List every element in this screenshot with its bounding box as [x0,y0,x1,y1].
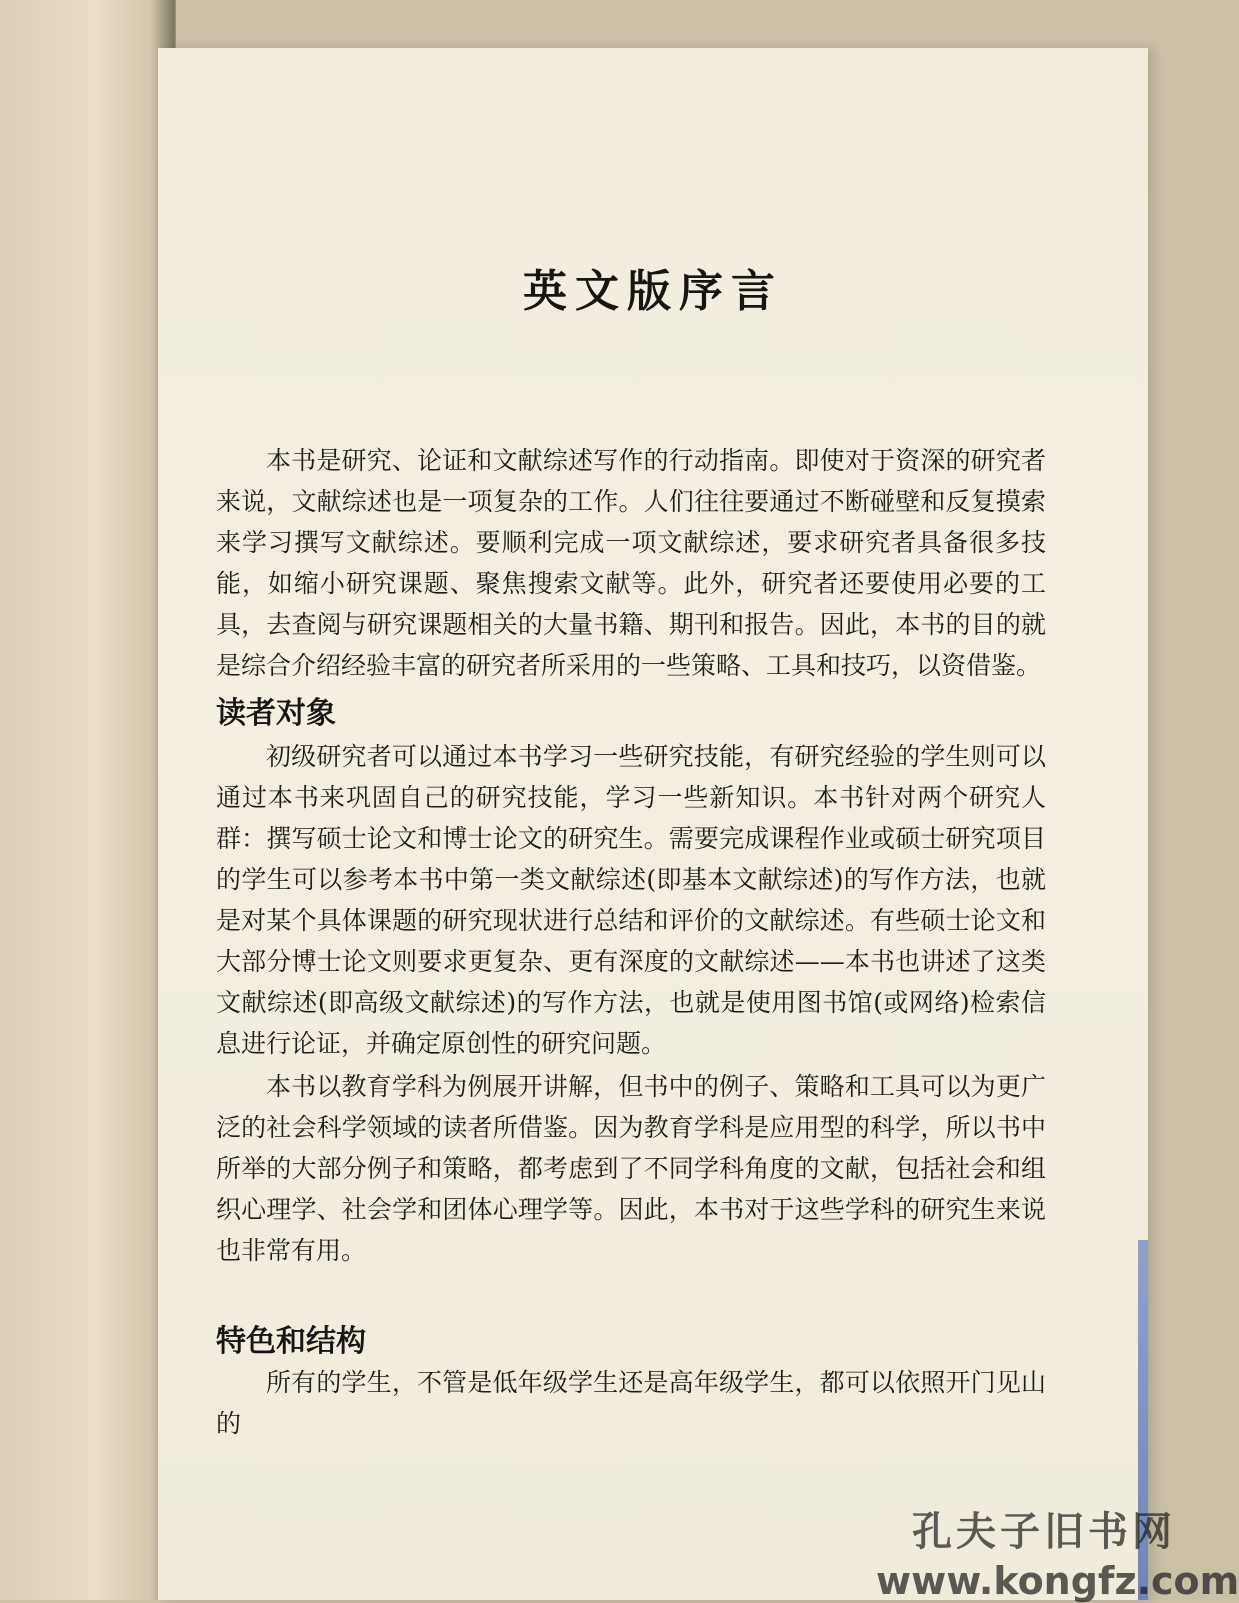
intro-paragraph: 本书是研究、论证和文献综述写作的行动指南。即使对于资深的研究者来说，文献综述也是一项复杂的工作。人们往往要通过不断碰壁和反复摸索来学习撰写文献综述。要顺利完成一项文献综述，要求研究者具备很多技能，如缩小研究课题、聚焦搜索文献等。此外，研究者还要使用必要的工具，去查阅与研究课题相关的大量书籍、期刊和报告。因此，本书的目的就是综合介绍经验丰富的研究者所采用的一些策略、工具和技巧，以资借鉴。 [216,446,1046,680]
section-heading-audience: 读者对象 [216,696,336,731]
page-title: 英文版序言 [523,266,783,317]
audience-paragraph-1: 初级研究者可以通过本书学习一些研究技能，有研究经验的学生则可以通过本书来巩固自己的研究技能，学习一些新知识。本书针对两个研究人群：撰写硕士论文和博士论文的研究生。需要完成课程作业或硕士研究项目的学生可以参考本书中第一类文献综述(即基本文献综述)的写作方法，也就是对某个具体课题的研究现状进行总结和评价的文献综述。有些硕士论文和大部分博士论文则要求更复杂、更有深度的文献综述——本书也讲述了这类文献综述(即高级文献综述)的写作方法，也就是使用图书馆(或网络)检索信息进行论证，并确定原创性的研究问题。 [216,742,1046,1058]
watermark [876,1500,1239,1603]
section-heading-features: 特色和结构 [216,1324,366,1359]
book-page [158,48,1148,1600]
left-page [0,0,175,1600]
features-paragraph-1: 所有的学生，不管是低年级学生还是高年级学生，都可以依照开门见山的 [216,1368,1046,1438]
watermark-url: www.kongfz.com [876,1559,1239,1603]
watermark-name: 孔夫子旧书网 [912,1509,1176,1555]
audience-paragraph-2: 本书以教育学科为例展开讲解，但书中的例子、策略和工具可以为更广泛的社会科学领域的读者所借鉴。因为教育学科是应用型的科学，所以书中所举的大部分例子和策略，都考虑到了不同学科角度的文献，包括社会和组织心理学、社会学和团体心理学等。因此，本书对于这些学科的研究生来说也非常有用。 [216,1072,1046,1265]
